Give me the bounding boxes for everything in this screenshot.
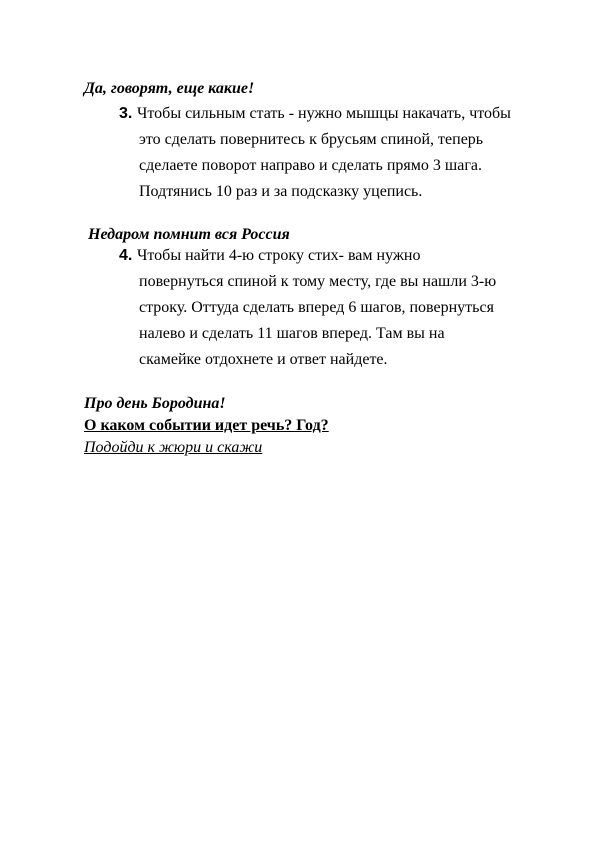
list-line: это сделать повернитесь к брусьям спиной, теперь: [139, 131, 484, 148]
list-line: Подтянись 10 раз и за подсказку уцепись.: [139, 183, 423, 200]
instruction-text: Подойди к жюри и скажи: [84, 439, 263, 456]
list-line: Чтобы сильным стать - нужно мышцы накачать, чтобы: [137, 105, 511, 122]
list-item-3: [119, 101, 564, 205]
block-3-heading: Да, говорят, еще какие!: [84, 80, 255, 97]
list-line: налево и сделать 11 шагов вперед. Там вы на: [139, 325, 445, 342]
list-number: 4.: [119, 247, 133, 264]
list-item-4: [119, 243, 564, 373]
list-line: повернуться спиной к тому месту, где вы нашли 3-ю: [139, 273, 497, 290]
list-line: Чтобы найти 4-ю строку стих- вам нужно: [137, 247, 421, 264]
list-line: сделаете поворот направо и сделать прямо 3 шага.: [139, 157, 482, 174]
final-heading: Про день Бородина!: [84, 395, 226, 412]
block-4-heading: Недаром помнит вся Россия: [88, 226, 290, 243]
list-line: строку. Оттуда сделать вперед 6 шагов, повернуться: [139, 299, 494, 316]
list-number: 3.: [119, 105, 133, 122]
question-text: О каком событии идет речь? Год?: [84, 417, 329, 434]
list-line: скамейке отдохнете и ответ найдете.: [139, 351, 388, 368]
